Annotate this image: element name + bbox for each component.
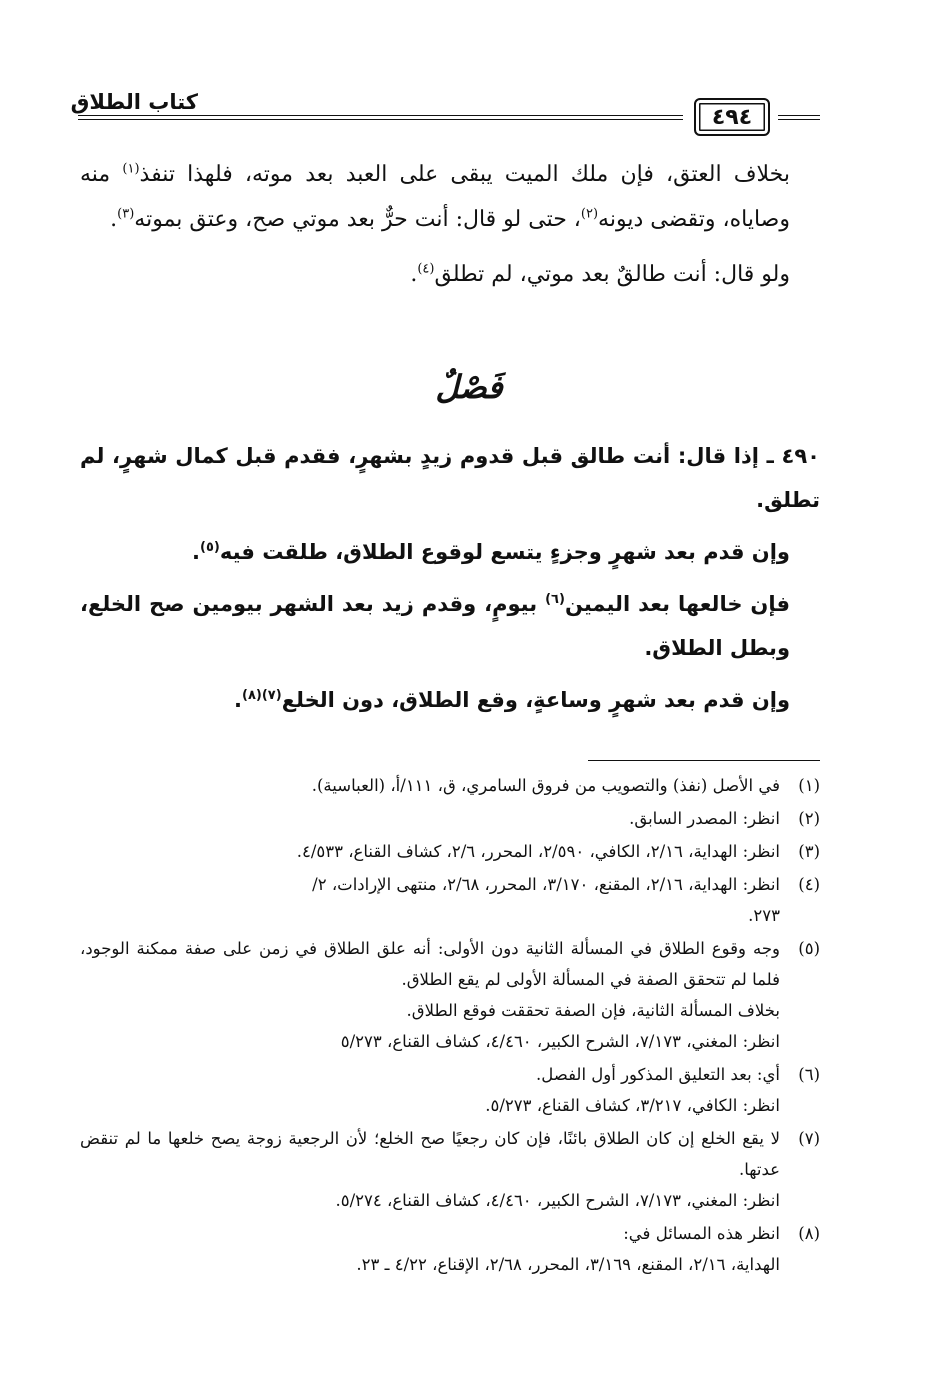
footnote (80, 770, 820, 801)
paragraph-1-text-d: . (110, 207, 118, 232)
paragraph-1-text-b: منه وصاياه، وتقضى ديونه (80, 162, 790, 232)
footnote-line: ٢٧٣. (748, 906, 780, 925)
matn-paragraph-2-text-b: . (192, 540, 200, 564)
paragraph-1-text-a: بخلاف العتق، فإن ملك الميت يبقى على العبد بعد موته، فلهذا تنفذ (139, 162, 790, 187)
book-title: كتاب الطلاق (70, 90, 198, 114)
footnote-line: انظر: المغني، ٧/١٧٣، الشرح الكبير، ٤/٤٦٠، كشاف القناع، ٥/٢٧٤. (335, 1191, 780, 1210)
matn-paragraph-2 (80, 530, 820, 574)
footnote-separator (588, 760, 820, 761)
footnote-line: لا يقع الخلع إن كان الطلاق بائنًا، فإن كان رجعيًا صح الخلع؛ لأن الرجعية زوجة يصح خلعها ما لم تنقض عدتها. (80, 1129, 780, 1179)
matn-paragraph-4-text-b: . (234, 688, 243, 712)
footnote-line: في الأصل (نفذ) والتصويب من فروق السامري، ق، ١١١/أ، (العباسية). (311, 776, 780, 795)
footnote-number: (٥) (798, 939, 820, 958)
page-number: ٤٩٤ (694, 98, 770, 136)
footnote-line: انظر: الكافي، ٣/٢١٧، كشاف القناع، ٥/٢٧٣. (485, 1096, 780, 1115)
footnote-ref-1: (١) (122, 161, 140, 177)
page-header (70, 84, 820, 132)
header-rule-right-bottom (778, 119, 820, 120)
paragraph-2 (80, 252, 820, 297)
footnote (80, 1218, 820, 1280)
footnotes (80, 770, 820, 1282)
matn-paragraph-3-text-a: فإن خالعها بعد اليمين (564, 592, 790, 616)
matn-paragraph-3 (80, 582, 820, 670)
paragraph-1-text-c: ، حتى لو قال: أنت حرٌّ بعد موتي صح، وعتق بموته (134, 207, 581, 232)
footnote-line: وجه وقوع الطلاق في المسألة الثانية دون الأولى: أنه علق الطلاق في زمن على صفة ممكنة الوجود، فلما لم تتحقق الصفة في المسألة الأولى لم يقع الطلاق. (80, 939, 780, 989)
footnote-number: (٦) (798, 1065, 820, 1084)
footnote-line: انظر: المغني، ٧/١٧٣، الشرح الكبير، ٤/٤٦٠، كشاف القناع، ٥/٢٧٣ (340, 1032, 780, 1051)
footnote-ref-7-8: (٧)(٨) (242, 688, 282, 703)
footnote-line: أي: بعد التعليق المذكور أول الفصل. (536, 1065, 780, 1084)
paragraph-2-text-a: ولو قال: أنت طالقٌ بعد موتي، لم تطلق (434, 262, 790, 287)
paragraph-2-text-b: . (410, 262, 418, 287)
footnote-line: انظر: الهداية، ٢/١٦، الكافي، ٢/٥٩٠، المحرر، ٢/٦، كشاف القناع، ٤/٥٣٣. (296, 842, 780, 861)
section-heading: فَصْلٌ (435, 368, 503, 406)
header-rule-right-top (778, 115, 820, 116)
footnote-ref-4: (٤) (417, 261, 435, 277)
footnote-line: بخلاف المسألة الثانية، فإن الصفة تحققت فوقع الطلاق. (406, 1001, 780, 1020)
footnote (80, 1123, 820, 1216)
footnote-ref-5: (٥) (199, 540, 220, 555)
header-rule-bottom (78, 119, 683, 120)
footnote-number: (٧) (798, 1129, 820, 1148)
footnote-line: الهداية، ٢/١٦، المقنع، ٣/١٦٩، المحرر، ٢/٦٨، الإقناع، ٤/٢٢ ـ ٢٣. (356, 1255, 780, 1274)
footnote-ref-6: (٦) (545, 592, 565, 607)
footnote-line: انظر: الهداية، ٢/١٦، المقنع، ٣/١٧٠، المحرر، ٢/٦٨، منتهى الإرادات، ٢/ (312, 875, 780, 894)
header-rule-top (78, 115, 683, 116)
footnote-ref-3: (٣) (117, 206, 135, 222)
paragraph-1 (80, 152, 820, 242)
footnote-number: (٢) (798, 809, 820, 828)
footnote-number: (٨) (798, 1224, 820, 1243)
footnote (80, 1059, 820, 1121)
matn-paragraph-4-text-a: وإن قدم بعد شهرٍ وساعةٍ، وقع الطلاق، دون الخلع (281, 688, 790, 712)
footnote (80, 803, 820, 834)
footnote-number: (١) (798, 776, 820, 795)
matn-text (80, 434, 820, 730)
body-text (80, 152, 820, 307)
footnote-number: (٣) (798, 842, 820, 861)
footnote (80, 836, 820, 867)
matn-paragraph-3-text-b: بيومٍ، وقدم زيد بعد الشهر بيومين صح الخلع، وبطل الطلاق. (80, 592, 790, 660)
footnote-ref-2: (٢) (580, 206, 599, 222)
matn-paragraph-4 (80, 678, 820, 722)
footnote-line: انظر: المصدر السابق. (629, 809, 780, 828)
matn-paragraph-2-text-a: وإن قدم بعد شهرٍ وجزءٍ يتسع لوقوع الطلاق، طلقت فيه (219, 540, 790, 564)
footnote-number: (٤) (798, 875, 820, 894)
footnote-line: انظر هذه المسائل في: (623, 1224, 780, 1243)
footnote (80, 869, 820, 931)
matn-paragraph-1: ٤٩٠ ـ إذا قال: أنت طالق قبل قدوم زيدٍ بشهرٍ، فقدم قبل كمال شهرٍ، لم تطلق. (80, 444, 820, 512)
footnote (80, 933, 820, 1057)
